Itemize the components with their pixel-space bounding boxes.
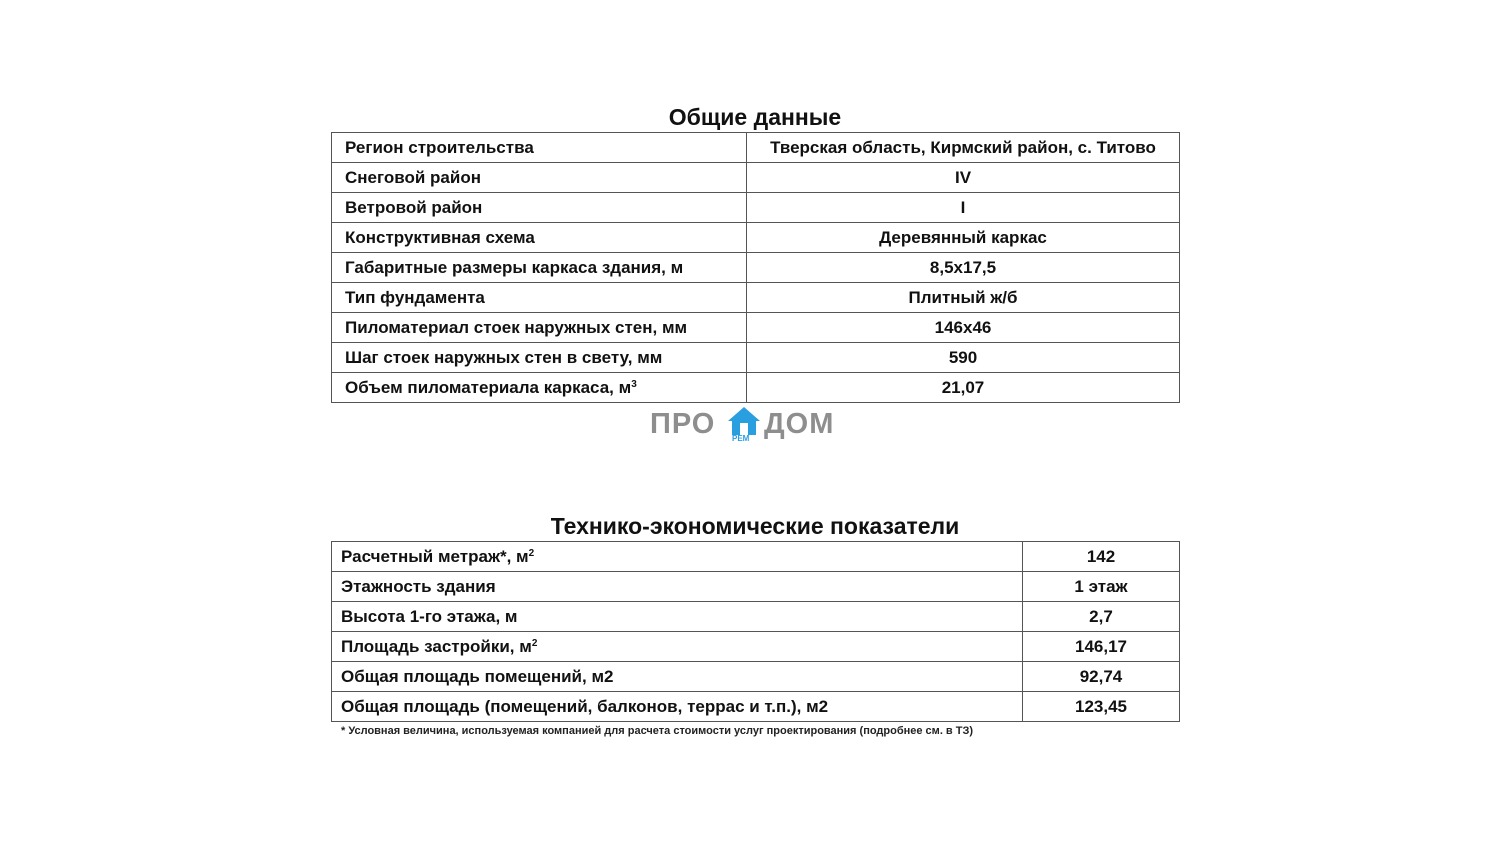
tep-title: Технико-экономические показатели	[550, 513, 960, 539]
row-value: 1 этаж	[1023, 572, 1180, 602]
house-icon	[727, 406, 761, 436]
table-row	[332, 343, 1180, 373]
row-value: 146,17	[1023, 632, 1180, 662]
table-row	[332, 223, 1180, 253]
table-row	[332, 253, 1180, 283]
table-row	[332, 692, 1180, 722]
general-data-title: Общие данные	[668, 104, 842, 130]
row-value: Деревянный каркас	[747, 223, 1180, 253]
table-row	[332, 133, 1180, 163]
logo-text-left: ПРО	[650, 408, 716, 440]
row-value: I	[747, 193, 1180, 223]
general-data-table	[331, 132, 1180, 403]
row-label: Тип фундамента	[332, 283, 747, 313]
table-row	[332, 313, 1180, 343]
row-label: Шаг стоек наружных стен в свету, мм	[332, 343, 747, 373]
logo-text-right: ДОМ	[764, 408, 835, 440]
row-label	[332, 373, 747, 403]
unit-superscript: 3	[631, 378, 637, 390]
row-value: Тверская область, Кирмский район, с. Титово	[747, 133, 1180, 163]
unit-superscript: 2	[531, 637, 538, 649]
row-label: Общая площадь помещений, м2	[332, 662, 1023, 692]
row-value: IV	[747, 163, 1180, 193]
row-label: Общая площадь (помещений, балконов, террас и т.п.), м2	[332, 692, 1023, 722]
row-label: Ветровой район	[332, 193, 747, 223]
row-value: 8,5x17,5	[747, 253, 1180, 283]
prodom-logo	[650, 404, 850, 446]
row-label: Пиломатериал стоек наружных стен, мм	[332, 313, 747, 343]
table-row	[332, 163, 1180, 193]
row-label-text: Расчетный метраж*, м	[341, 546, 529, 566]
row-value: 92,74	[1023, 662, 1180, 692]
row-label-text: Площадь застройки, м	[341, 636, 532, 656]
row-label: Этажность здания	[332, 572, 1023, 602]
footnote: * Условная величина, используемая компанией для расчета стоимости услуг проектирования (подробнее см. в ТЗ)	[341, 725, 974, 737]
row-value: 146x46	[747, 313, 1180, 343]
table-row	[332, 602, 1180, 632]
table-row	[332, 283, 1180, 313]
table-row	[332, 542, 1180, 572]
tep-table	[331, 541, 1180, 722]
table-row	[332, 572, 1180, 602]
logo-subtext: РЕМ	[732, 434, 750, 443]
row-label: Габаритные размеры каркаса здания, м	[332, 253, 747, 283]
row-label-text: Объем пиломатериала каркаса, м	[345, 377, 632, 397]
table-row	[332, 662, 1180, 692]
row-label	[332, 542, 1023, 572]
row-label: Высота 1-го этажа, м	[332, 602, 1023, 632]
row-label: Регион строительства	[332, 133, 747, 163]
row-value: 2,7	[1023, 602, 1180, 632]
table-row	[332, 193, 1180, 223]
row-value: 123,45	[1023, 692, 1180, 722]
unit-superscript: 2	[528, 547, 535, 559]
row-value: Плитный ж/б	[747, 283, 1180, 313]
row-label	[332, 632, 1023, 662]
row-value: 590	[747, 343, 1180, 373]
table-row	[332, 373, 1180, 403]
row-label: Конструктивная схема	[332, 223, 747, 253]
row-label: Снеговой район	[332, 163, 747, 193]
table-row	[332, 632, 1180, 662]
row-value: 142	[1023, 542, 1180, 572]
row-value: 21,07	[747, 373, 1180, 403]
